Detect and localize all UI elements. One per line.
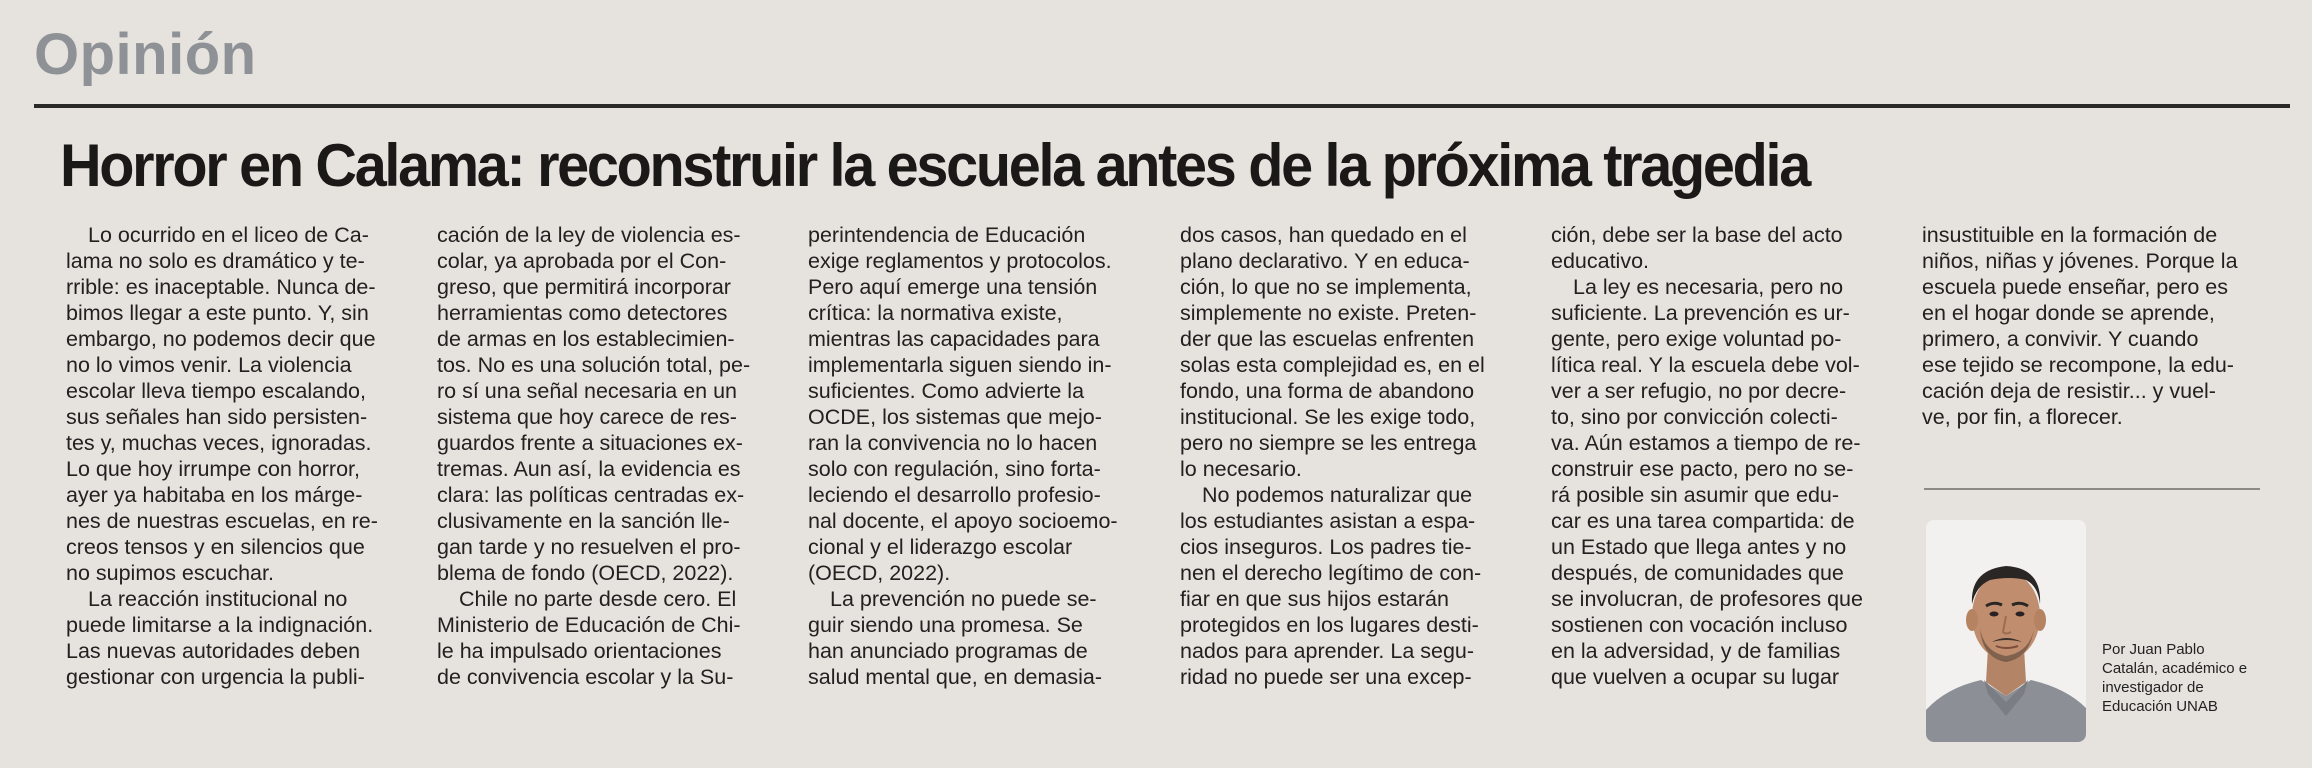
article-column-1 bbox=[66, 222, 411, 762]
author-divider bbox=[1924, 488, 2260, 490]
text-line: Lo ocurrido en el liceo de Ca- bbox=[88, 223, 369, 247]
text-line: gente, pero exige voluntad po- bbox=[1551, 327, 1842, 351]
text-line: Chile no parte desde cero. El bbox=[459, 587, 737, 611]
text-line: der que las escuelas enfrenten bbox=[1180, 327, 1475, 351]
article-column-3 bbox=[808, 222, 1153, 762]
text-line: greso, que permitirá incorporar bbox=[437, 275, 731, 299]
section-label: Opinión bbox=[34, 22, 257, 87]
text-line: sostienen con vocación incluso bbox=[1551, 613, 1848, 637]
text-line: cación de la ley de violencia es- bbox=[437, 223, 741, 247]
text-line: nal docente, el apoyo socioemo- bbox=[808, 509, 1118, 533]
text-line: institucional. Se les exige todo, bbox=[1180, 405, 1476, 429]
text-line: (OECD, 2022). bbox=[808, 561, 951, 585]
text-line: escolar lleva tiempo escalando, bbox=[66, 379, 366, 403]
text-line: primero, a convivir. Y cuando bbox=[1922, 327, 2199, 351]
text-line: Las nuevas autoridades deben bbox=[66, 639, 361, 663]
text-line: Ministerio de Educación de Chi- bbox=[437, 613, 741, 637]
text-line: rrible: es inaceptable. Nunca de- bbox=[66, 275, 376, 299]
text-line: to, sino por convicción colecti- bbox=[1551, 405, 1838, 429]
text-line: de armas en los establecimien- bbox=[437, 327, 735, 351]
text-line: va. Aún estamos a tiempo de re- bbox=[1551, 431, 1861, 455]
text-line: crítica: la normativa existe, bbox=[808, 301, 1063, 325]
text-line: no lo vimos venir. La violencia bbox=[66, 353, 352, 377]
author-credit-line: Por Juan Pablo bbox=[2102, 641, 2205, 658]
text-line: ridad no puede ser una excep- bbox=[1180, 665, 1472, 689]
text-line: exige reglamentos y protocolos. bbox=[808, 249, 1112, 273]
author-credit-line: investigador de bbox=[2102, 679, 2204, 696]
text-line: cación deja de resistir... y vuel- bbox=[1922, 379, 2216, 403]
text-line: lo necesario. bbox=[1180, 457, 1302, 481]
text-line: sus señales han sido persisten- bbox=[66, 405, 368, 429]
text-line: nes de nuestras escuelas, en re- bbox=[66, 509, 378, 533]
text-line: herramientas como detectores bbox=[437, 301, 728, 325]
article-column-4 bbox=[1180, 222, 1525, 762]
text-line: nados para aprender. La segu- bbox=[1180, 639, 1475, 663]
headline: Horror en Calama: reconstruir la escuela antes de la próxima tragedia bbox=[60, 132, 1809, 199]
text-line: perintendencia de Educación bbox=[808, 223, 1086, 247]
text-line: nen el derecho legítimo de con- bbox=[1180, 561, 1482, 585]
text-line: lama no solo es dramático y te- bbox=[66, 249, 365, 273]
article-column-5 bbox=[1551, 222, 1896, 762]
text-line: car es una tarea compartida: de bbox=[1551, 509, 1855, 533]
text-line: implementarla siguen siendo in- bbox=[808, 353, 1112, 377]
text-line: de convivencia escolar y la Su- bbox=[437, 665, 734, 689]
text-line: suficiente. La prevención es ur- bbox=[1551, 301, 1850, 325]
text-line: rá posible sin asumir que edu- bbox=[1551, 483, 1840, 507]
text-line: salud mental que, en demasia- bbox=[808, 665, 1103, 689]
text-line: no supimos escuchar. bbox=[66, 561, 274, 585]
text-line: ran la convivencia no lo hacen bbox=[808, 431, 1098, 455]
text-line: creos tensos y en silencios que bbox=[66, 535, 365, 559]
text-line: embargo, no podemos decir que bbox=[66, 327, 376, 351]
text-line: blema de fondo (OECD, 2022). bbox=[437, 561, 734, 585]
text-line: dos casos, han quedado en el bbox=[1180, 223, 1467, 247]
text-line: puede limitarse a la indignación. bbox=[66, 613, 374, 637]
text-line: tos. No es una solución total, pe- bbox=[437, 353, 751, 377]
text-line: cios inseguros. Los padres tie- bbox=[1180, 535, 1472, 559]
text-line: clara: las políticas centradas ex- bbox=[437, 483, 745, 507]
text-line: fondo, una forma de abandono bbox=[1180, 379, 1475, 403]
text-line: construir ese pacto, pero no se- bbox=[1551, 457, 1854, 481]
text-line: ver a ser refugio, no por decre- bbox=[1551, 379, 1847, 403]
text-line: escuela puede enseñar, pero es bbox=[1922, 275, 2229, 299]
text-line: guardos frente a situaciones ex- bbox=[437, 431, 743, 455]
text-line: guir siendo una promesa. Se bbox=[808, 613, 1083, 637]
author-credit-line: Catalán, académico e bbox=[2102, 660, 2248, 677]
text-line: niños, niñas y jóvenes. Porque la bbox=[1922, 249, 2238, 273]
text-line: fiar en que sus hijos estarán bbox=[1180, 587, 1449, 611]
text-line: leciendo el desarrollo profesio- bbox=[808, 483, 1101, 507]
text-line: educativo. bbox=[1551, 249, 1650, 273]
text-line: un Estado que llega antes y no bbox=[1551, 535, 1847, 559]
author-portrait-illustration bbox=[1926, 520, 2086, 742]
text-line: solo con regulación, sino forta- bbox=[808, 457, 1101, 481]
text-line: La prevención no puede se- bbox=[830, 587, 1097, 611]
text-line: se involucran, de profesores que bbox=[1551, 587, 1863, 611]
text-line: en el hogar donde se aprende, bbox=[1922, 301, 2215, 325]
text-line: después, de comunidades que bbox=[1551, 561, 1844, 585]
text-line: gestionar con urgencia la publi- bbox=[66, 665, 365, 689]
text-line: ve, por fin, a florecer. bbox=[1922, 405, 2123, 429]
text-line: ro sí una señal necesaria en un bbox=[437, 379, 738, 403]
text-line: sistema que hoy carece de res- bbox=[437, 405, 737, 429]
text-line: Pero aquí emerge una tensión bbox=[808, 275, 1098, 299]
text-line: La reacción institucional no bbox=[88, 587, 348, 611]
text-line: lítica real. Y la escuela debe vol- bbox=[1551, 353, 1860, 377]
text-line: cional y el liderazgo escolar bbox=[808, 535, 1073, 559]
text-line: ción, debe ser la base del acto bbox=[1551, 223, 1843, 247]
text-line: protegidos en los lugares desti- bbox=[1180, 613, 1479, 637]
text-line: le ha impulsado orientaciones bbox=[437, 639, 722, 663]
section-divider bbox=[34, 104, 2290, 108]
text-line: mientras las capacidades para bbox=[808, 327, 1100, 351]
article-column-2 bbox=[437, 222, 782, 762]
text-line: tes y, muchas veces, ignoradas. bbox=[66, 431, 372, 455]
text-line: La ley es necesaria, pero no bbox=[1573, 275, 1844, 299]
text-line: solas esta complejidad es, en el bbox=[1180, 353, 1485, 377]
text-line: ese tejido se recompone, la edu- bbox=[1922, 353, 2234, 377]
text-line: No podemos naturalizar que bbox=[1202, 483, 1473, 507]
author-credit bbox=[2102, 640, 2292, 716]
text-line: clusivamente en la sanción lle- bbox=[437, 509, 730, 533]
text-line: suficientes. Como advierte la bbox=[808, 379, 1085, 403]
text-line: ayer ya habitaba en los márge- bbox=[66, 483, 363, 507]
text-line: en la adversidad, y de familias bbox=[1551, 639, 1841, 663]
text-line: bimos llegar a este punto. Y, sin bbox=[66, 301, 369, 325]
text-line: pero no siempre se les entrega bbox=[1180, 431, 1477, 455]
author-credit-line: Educación UNAB bbox=[2102, 698, 2218, 715]
text-line: colar, ya aprobada por el Con- bbox=[437, 249, 727, 273]
text-line: plano declarativo. Y en educa- bbox=[1180, 249, 1470, 273]
text-line: los estudiantes asistan a espa- bbox=[1180, 509, 1476, 533]
author-photo bbox=[1926, 520, 2086, 742]
text-line: ción, lo que no se implementa, bbox=[1180, 275, 1472, 299]
text-line: tremas. Aun así, la evidencia es bbox=[437, 457, 741, 481]
text-line: insustituible en la formación de bbox=[1922, 223, 2218, 247]
text-line: han anunciado programas de bbox=[808, 639, 1088, 663]
text-line: Lo que hoy irrumpe con horror, bbox=[66, 457, 360, 481]
text-line: gan tarde y no resuelven el pro- bbox=[437, 535, 741, 559]
text-line: simplemente no existe. Preten- bbox=[1180, 301, 1477, 325]
text-line: que vuelven a ocupar su lugar bbox=[1551, 665, 1840, 689]
text-line: OCDE, los sistemas que mejo- bbox=[808, 405, 1102, 429]
